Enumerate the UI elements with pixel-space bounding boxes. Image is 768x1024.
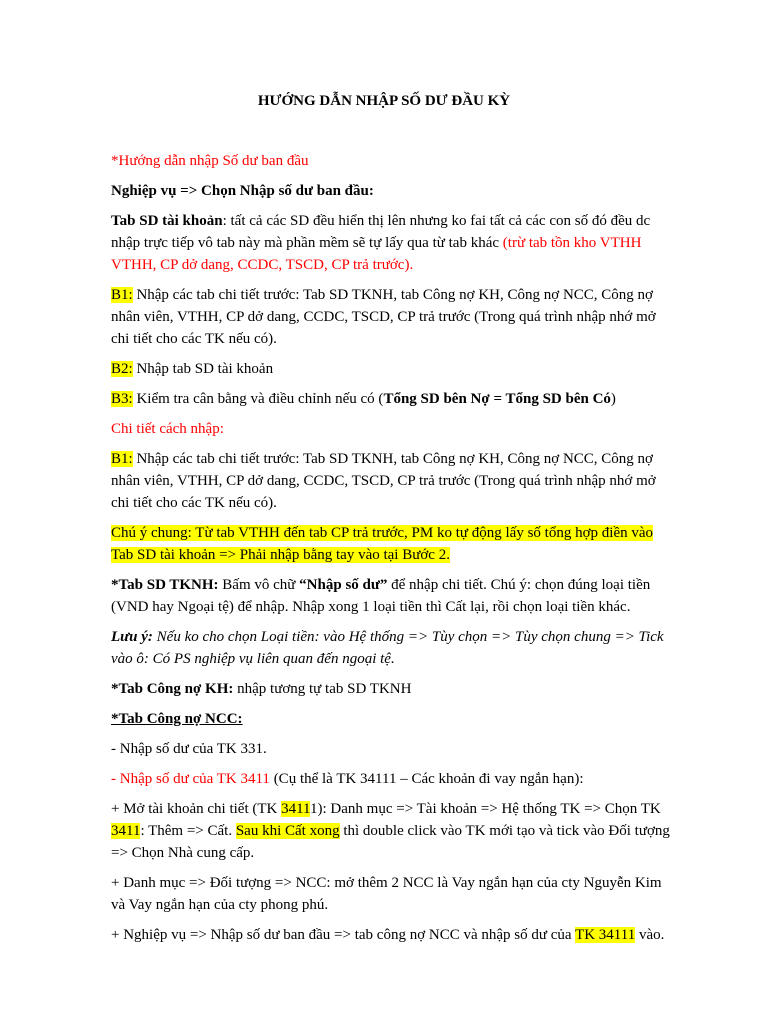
item-enter-balance: [111, 924, 671, 946]
text-segment: thì double click vào TK mới tạo và tick vào Đối tượng => Chọn Nhà cung cấp.: [111, 823, 670, 861]
text-enter-balance: “Nhập số dư”: [299, 577, 388, 593]
item-open-suppliers: + Danh mục => Đối tượng => NCC: mở thêm 2 NCC là Vay ngắn hạn của cty Nguyễn Kim và Vay ngắn hạn của cty phong phú.: [111, 875, 662, 913]
paragraph-bank-balance-tab: [111, 574, 671, 618]
text-segment: 1): Danh mục => Tài khoản => Hệ thống TK => Chọn TK: [310, 801, 661, 817]
highlight-account: TK 34111: [575, 927, 636, 943]
step-b2: [111, 358, 671, 380]
step-b2-label: B2:: [111, 361, 133, 377]
paragraph-customer-debt-tab: [111, 678, 671, 700]
text-segment: + Nghiệp vụ => Nhập số dư ban đầu => tab công nợ NCC và nhập số dư của: [111, 927, 576, 943]
document-body: [111, 150, 671, 954]
menu-path-instruction: Nghiệp vụ => Chọn Nhập số dư ban đầu:: [111, 183, 374, 199]
highlight-after-save: Sau khi Cất xong: [235, 823, 340, 839]
note-currency: [111, 626, 671, 670]
step-b2-text: Nhập tab SD tài khoản: [132, 361, 274, 377]
item-open-detail-account: [111, 798, 671, 864]
step-b3-end: ): [610, 391, 616, 407]
step-b1-label: B1:: [111, 287, 133, 303]
detail-step-b1-label: B1:: [111, 451, 133, 467]
note-currency-label: Lưu ý:: [111, 629, 153, 645]
section-heading-details: Chi tiết cách nhập:: [111, 421, 224, 437]
text-segment: vào.: [635, 927, 665, 943]
label-account-balance-tab: Tab SD tài khoản: [111, 213, 223, 229]
step-b1: [111, 284, 671, 350]
text-bank-balance-2: để nhập chi tiết. Chú ý: chọn đúng loại tiền (VND hay Ngoại tệ) để nhập. Nhập xong 1 loại tiền thì Cất lại, rồi chọn loại tiền khác.: [111, 577, 651, 615]
item-tk-3411: [111, 768, 671, 790]
label-customer-debt-tab: *Tab Công nợ KH:: [111, 681, 234, 697]
item-tk-3411-text: (Cụ thể là TK 34111 – Các khoản đi vay ngắn hạn):: [269, 771, 584, 787]
text-account-balance-exception: (trừ tab tồn kho VTHH VTHH, CP dở dang, CCDC, TSCD, CP trả trước).: [111, 235, 642, 273]
detail-step-b1-text: Nhập các tab chi tiết trước: Tab SD TKNH, tab Công nợ KH, Công nợ NCC, Công nợ nhân viên, VTHH, CP dở dang, CCDC, TSCD, CP trả trước (Trong quá trình nhập nhớ mở chi tiết cho các TK nếu có).: [111, 451, 656, 511]
step-b3-balance-rule: Tổng SD bên Nợ = Tổng SD bên Có: [383, 391, 611, 407]
step-b3: [111, 388, 671, 410]
paragraph-account-balance-tab: [111, 210, 671, 276]
section-heading-opening-balance: *Hướng dẫn nhập Số dư ban đầu: [111, 153, 309, 169]
document-title: HƯỚNG DẪN NHẬP SỐ DƯ ĐẦU KỲ: [257, 93, 511, 109]
text-customer-debt: nhập tương tự tab SD TKNH: [233, 681, 412, 697]
text-account-balance-desc: : tất cả các SD đều hiển thị lên nhưng ko fai tất cả các con số đó đều dc nhập trực tiếp vô tab này mà phần mềm sẽ tự lấy qua từ tab khác: [111, 213, 651, 251]
detail-step-b1: [111, 448, 671, 514]
general-note: [111, 522, 671, 566]
step-b3-text: Kiểm tra cân bằng và điều chỉnh nếu có (: [132, 391, 384, 407]
text-bank-balance-1: Bấm vô chữ: [218, 577, 300, 593]
text-segment: + Mở tài khoản chi tiết (TK: [111, 801, 282, 817]
label-bank-balance-tab: *Tab SD TKNH:: [111, 577, 219, 593]
note-currency-text: Nếu ko cho chọn Loại tiền: vào Hệ thống => Tùy chọn => Tùy chọn chung => Tick vào ô: Có PS nghiệp vụ liên quan đến ngoại tệ.: [111, 629, 664, 667]
highlight-account: 3411: [111, 823, 141, 839]
text-segment: : Thêm => Cất.: [140, 823, 236, 839]
general-note-text: Chú ý chung: Từ tab VTHH đến tab CP trả trước, PM ko tự động lấy số tổng hợp điền vào Tab SD tài khoản => Phải nhập bằng tay vào tại Bước 2.: [111, 525, 654, 563]
item-tk-331: - Nhập số dư của TK 331.: [111, 741, 267, 757]
step-b3-label: B3:: [111, 391, 133, 407]
highlight-account: 3411: [281, 801, 310, 817]
heading-supplier-debt-tab: *Tab Công nợ NCC:: [111, 711, 243, 727]
step-b1-text: Nhập các tab chi tiết trước: Tab SD TKNH, tab Công nợ KH, Công nợ NCC, Công nợ nhân viên, VTHH, CP dở dang, CCDC, TSCD, CP trả trước (Trong quá trình nhập nhớ mở chi tiết cho các TK nếu có).: [111, 287, 656, 347]
item-tk-3411-red: - Nhập số dư của TK 3411: [111, 771, 270, 787]
